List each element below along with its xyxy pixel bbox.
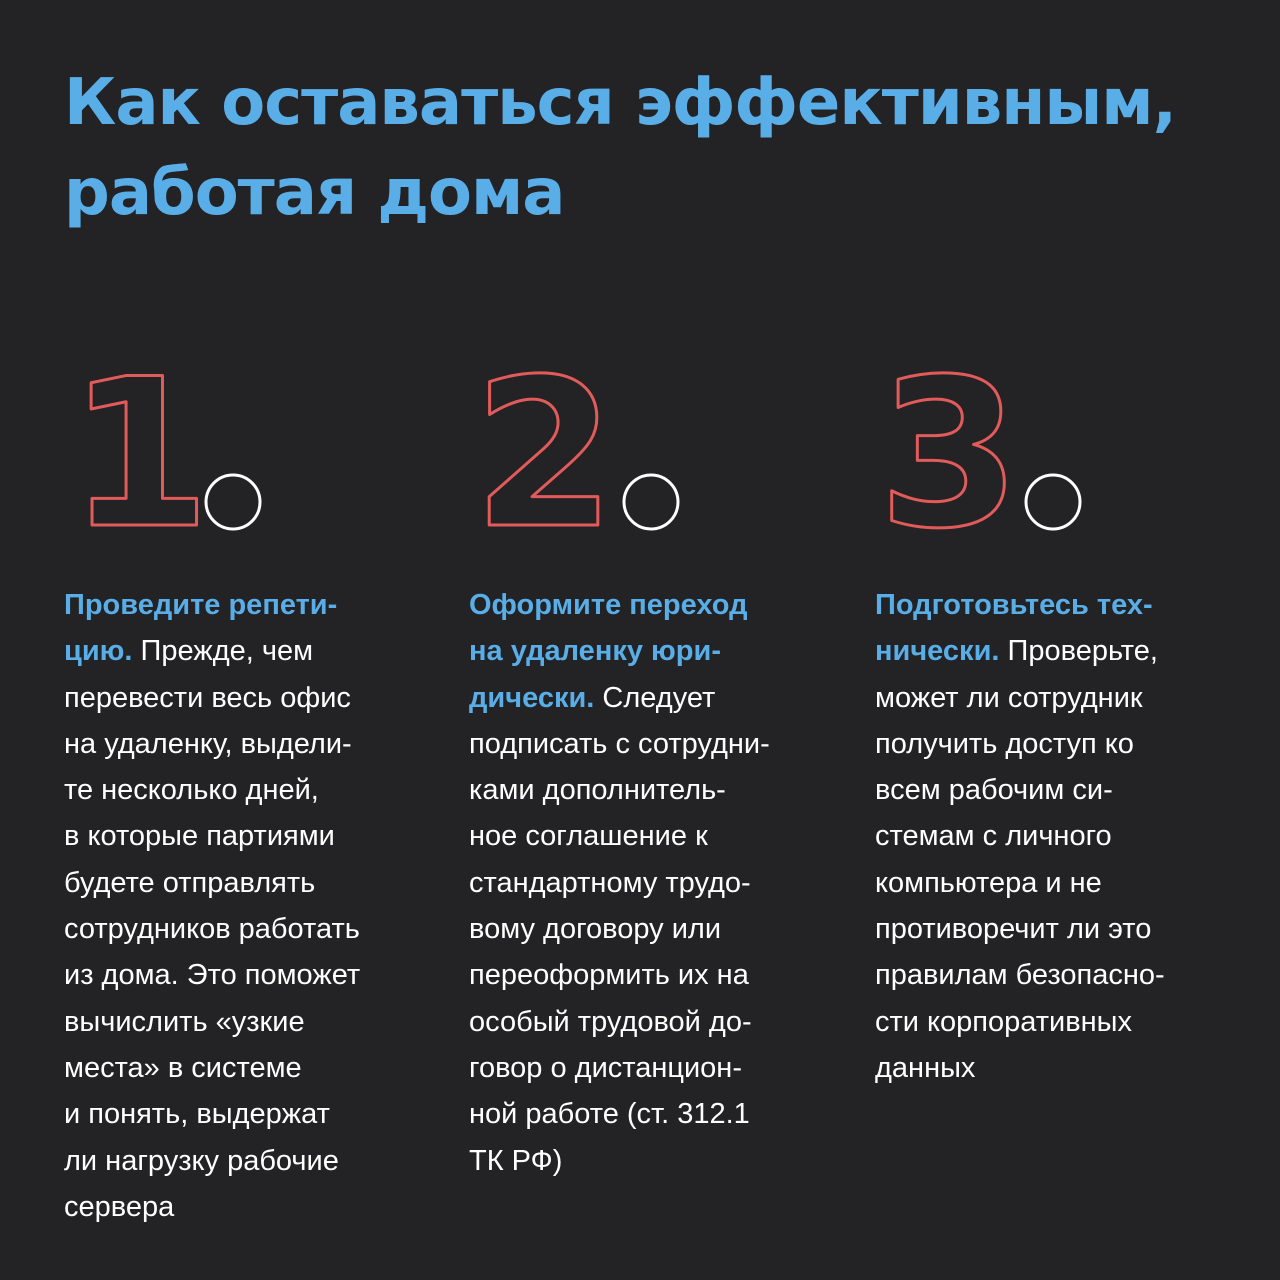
step-text-line — [469, 628, 814, 674]
step-text-line — [875, 860, 1220, 906]
step-text-line — [469, 721, 814, 767]
step-body-fragment: компьютера и не — [875, 866, 1102, 899]
step-text-line — [875, 675, 1220, 721]
step-body-fragment: Следует — [594, 681, 716, 714]
step-text-line — [64, 1091, 409, 1137]
step-body-fragment: вому договору или — [469, 913, 722, 946]
step-body-fragment: и понять, выдержат — [64, 1098, 330, 1131]
step-text-line — [469, 1138, 814, 1184]
step-text-line — [64, 860, 409, 906]
step-text-line — [469, 813, 814, 859]
step-body-fragment: ками дополнитель- — [469, 774, 726, 807]
step-text-line — [64, 1184, 409, 1230]
step-text-line — [875, 582, 1220, 628]
step-text-line — [469, 906, 814, 952]
step-body-fragment: противоречит ли это — [875, 913, 1152, 946]
step-body-fragment: данных — [875, 1051, 976, 1084]
step-text-line — [469, 860, 814, 906]
step-2-period-circle — [624, 475, 678, 529]
step-text-line — [875, 767, 1220, 813]
step-text-line — [875, 952, 1220, 998]
page-title — [64, 58, 1244, 238]
step-heading-fragment: цию. — [64, 635, 133, 668]
step-3-number — [870, 370, 1130, 550]
step-heading-fragment: Подготовьтесь тех- — [875, 589, 1153, 621]
step-text-line — [875, 628, 1220, 674]
step-heading-fragment: Оформите переход — [469, 589, 748, 621]
step-text-line — [64, 721, 409, 767]
step-2-number — [465, 370, 725, 550]
step-1-period-circle — [206, 475, 260, 529]
step-body-fragment: ной работе (ст. 312.1 — [469, 1098, 750, 1131]
step-text-line — [875, 999, 1220, 1045]
step-text-line — [64, 1045, 409, 1091]
step-body-fragment: стандартному трудо- — [469, 866, 751, 899]
step-body-fragment: из дома. Это поможет — [64, 959, 361, 992]
step-body-fragment: переоформить их на — [469, 959, 749, 992]
step-body-fragment: ТК РФ) — [469, 1144, 563, 1177]
step-text-line — [64, 813, 409, 859]
step-body-fragment: говор о дистанцион- — [469, 1051, 742, 1084]
step-body-fragment: сотрудников работать — [64, 913, 360, 946]
step-body-fragment: Проверьте, — [999, 635, 1158, 668]
step-body-fragment: Прежде, чем — [132, 635, 314, 668]
step-body-fragment: сервера — [64, 1190, 175, 1223]
step-body-fragment: стемам с личного — [875, 820, 1112, 853]
step-body-fragment: вычислить «узкие — [64, 1005, 305, 1038]
step-2-numeral: 2 — [473, 370, 616, 550]
step-body-fragment: будете отправлять — [64, 866, 316, 899]
step-1-numeral: 1 — [68, 370, 211, 550]
step-text-line — [64, 999, 409, 1045]
step-3-period-circle — [1026, 475, 1080, 529]
step-text-line — [64, 582, 409, 628]
step-text-line — [875, 721, 1220, 767]
step-2-description — [469, 582, 814, 1184]
step-heading-fragment: дически. — [469, 681, 595, 714]
step-text-line — [64, 906, 409, 952]
step-heading-fragment: на удаленку юри- — [469, 635, 721, 668]
step-text-line — [875, 1045, 1220, 1091]
step-heading-fragment: Проведите репети- — [64, 589, 338, 621]
step-body-fragment: ное соглашение к — [469, 820, 708, 853]
step-body-fragment: получить доступ ко — [875, 727, 1134, 760]
step-text-line — [64, 628, 409, 674]
step-text-line — [469, 952, 814, 998]
step-3-numeral: 3 — [878, 370, 1021, 550]
step-heading-fragment: нически. — [875, 635, 1000, 668]
step-body-fragment: подписать с сотрудни- — [469, 727, 770, 760]
step-text-line — [469, 1045, 814, 1091]
step-text-line — [469, 999, 814, 1045]
step-body-fragment: в которые партиями — [64, 820, 335, 853]
step-1-description — [64, 582, 409, 1230]
step-body-fragment: всем рабочим си- — [875, 774, 1113, 807]
step-text-line — [64, 675, 409, 721]
step-text-line — [64, 767, 409, 813]
page-title-line-1: Как оставаться эффективным, — [64, 66, 1176, 140]
step-body-fragment: сти корпоративных — [875, 1005, 1133, 1038]
step-text-line — [64, 952, 409, 998]
step-text-line — [875, 813, 1220, 859]
step-body-fragment: перевести весь офис — [64, 681, 351, 714]
step-text-line — [64, 1138, 409, 1184]
step-1-number — [60, 370, 320, 550]
step-text-line — [469, 675, 814, 721]
step-body-fragment: правилам безопасно- — [875, 959, 1165, 992]
page-title-line-2: работая дома — [64, 156, 565, 230]
step-3-description — [875, 582, 1220, 1091]
step-body-fragment: особый трудовой до- — [469, 1005, 752, 1038]
step-text-line — [469, 582, 814, 628]
step-text-line — [469, 1091, 814, 1137]
step-body-fragment: те несколько дней, — [64, 774, 319, 807]
step-body-fragment: места» в системе — [64, 1051, 302, 1084]
step-text-line — [875, 906, 1220, 952]
step-body-fragment: на удаленку, выдели- — [64, 727, 352, 760]
step-text-line — [469, 767, 814, 813]
step-body-fragment: может ли сотрудник — [875, 681, 1143, 714]
step-body-fragment: ли нагрузку рабочие — [64, 1144, 339, 1177]
